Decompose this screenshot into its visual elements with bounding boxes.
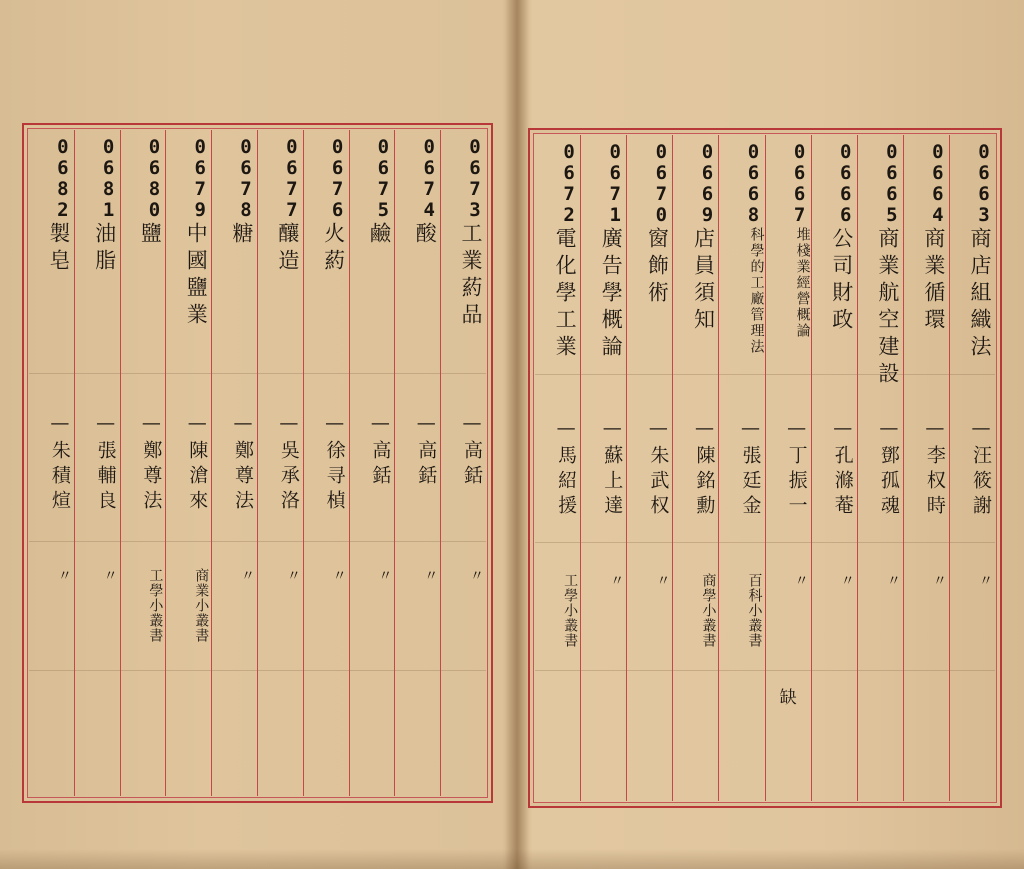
entry-number: 0667 <box>788 141 811 225</box>
catalog-entry <box>303 130 349 796</box>
entry-title: 鹼 <box>367 222 392 249</box>
entry-note: 缺 <box>779 688 797 708</box>
entry-author: —丁振一 <box>785 417 808 520</box>
entry-author: —鄭尊法 <box>140 412 163 515</box>
entry-title: 電化學工業 <box>553 227 578 362</box>
entry-author: —高銛 <box>415 412 438 490</box>
entry-author: —汪筱謝 <box>970 417 992 520</box>
entry-series: 〃 <box>239 568 256 583</box>
entry-author: —孔滌菴 <box>831 417 854 520</box>
entry-series: 〃 <box>884 573 901 588</box>
entry-author: —朱武权 <box>647 417 670 520</box>
entry-title: 油脂 <box>92 222 117 276</box>
entry-author: —陳銘勳 <box>693 417 716 520</box>
entry-title: 釀造 <box>275 222 300 276</box>
entry-title: 火葯 <box>321 222 346 276</box>
entry-title: 科學的工廠管理法 <box>748 227 765 355</box>
entry-series: 〃 <box>422 568 439 583</box>
entry-series: 〃 <box>376 568 393 583</box>
entry-series: 〃 <box>654 573 671 588</box>
entry-number: 0668 <box>742 141 765 225</box>
entry-title: 堆棧業經營概論 <box>794 227 811 339</box>
entry-series: 〃 <box>284 568 301 583</box>
entry-number: 0670 <box>650 141 673 225</box>
entry-title: 中國鹽業 <box>184 222 209 330</box>
entry-title: 糖 <box>230 222 255 249</box>
catalog-entry <box>949 135 995 801</box>
gutter-shadow <box>505 0 529 869</box>
entry-series: 〃 <box>838 573 855 588</box>
left-page-columns <box>29 130 486 796</box>
entry-title: 鹽 <box>138 222 163 249</box>
entry-author: —陳滄來 <box>186 412 209 515</box>
catalog-entry <box>672 135 718 801</box>
entry-title: 店員須知 <box>691 227 716 335</box>
entry-series: 〃 <box>930 573 947 588</box>
entry-author: —張廷金 <box>739 417 762 520</box>
left-page-frame <box>22 123 493 803</box>
entry-title: 酸 <box>413 222 438 249</box>
entry-number: 0676 <box>326 136 349 220</box>
entry-title: 公司財政 <box>829 227 854 335</box>
entry-series: 〃 <box>977 573 993 588</box>
catalog-entry <box>29 130 74 796</box>
entry-author: —李权時 <box>923 417 946 520</box>
entry-series: 〃 <box>792 573 809 588</box>
catalog-entry <box>765 135 811 801</box>
catalog-entry <box>349 130 395 796</box>
entry-author: —蘇上達 <box>601 417 624 520</box>
entry-number: 0674 <box>418 136 441 220</box>
entry-number: 0669 <box>696 141 719 225</box>
entry-author: —鄧孤魂 <box>877 417 900 520</box>
entry-author: —徐寻楨 <box>323 412 346 515</box>
entry-number: 0666 <box>834 141 857 225</box>
entry-number: 0673 <box>464 136 486 220</box>
entry-author: —高銛 <box>369 412 392 490</box>
catalog-entry <box>811 135 857 801</box>
entry-series: 商學小叢書 <box>700 573 717 648</box>
entry-series: 工學小叢書 <box>562 573 579 648</box>
entry-author: —吳承洛 <box>277 412 300 515</box>
catalog-entry <box>580 135 626 801</box>
catalog-entry <box>535 135 580 801</box>
catalog-entry <box>74 130 120 796</box>
entry-series: 〃 <box>101 568 118 583</box>
entry-number: 0679 <box>189 136 212 220</box>
catalog-entry <box>120 130 166 796</box>
catalog-entry <box>903 135 949 801</box>
entry-title: 商店組織法 <box>968 227 992 362</box>
entry-title: 商業航空建設 <box>875 227 900 389</box>
catalog-entry <box>211 130 257 796</box>
catalog-entry <box>165 130 211 796</box>
entry-number: 0672 <box>558 141 581 225</box>
entry-title: 工業葯品 <box>459 222 483 330</box>
entry-series: 〃 <box>55 568 72 583</box>
entry-author: —高銛 <box>461 412 483 490</box>
catalog-entry <box>718 135 764 801</box>
entry-number: 0681 <box>97 136 120 220</box>
catalog-entry <box>626 135 672 801</box>
entry-number: 0680 <box>143 136 166 220</box>
entry-number: 0664 <box>926 141 949 225</box>
entry-number: 0675 <box>372 136 395 220</box>
entry-number: 0665 <box>880 141 903 225</box>
entry-number: 0682 <box>51 136 74 220</box>
entry-series: 百科小叢書 <box>746 573 763 648</box>
right-page-frame <box>528 128 1002 808</box>
entry-title: 窗飾術 <box>645 227 670 308</box>
entry-series: 〃 <box>468 568 484 583</box>
right-page-columns <box>535 135 995 801</box>
entry-title: 製皂 <box>46 222 71 276</box>
entry-title: 商業循環 <box>921 227 946 335</box>
entry-number: 0677 <box>280 136 303 220</box>
entry-title: 廣告學概論 <box>599 227 624 362</box>
catalog-entry <box>257 130 303 796</box>
catalog-entry <box>394 130 440 796</box>
entry-series: 商業小叢書 <box>193 568 210 643</box>
catalog-entry <box>857 135 903 801</box>
entry-author: —張輔良 <box>94 412 117 515</box>
entry-author: —馬紹援 <box>555 417 578 520</box>
catalog-entry <box>440 130 486 796</box>
entry-author: —朱積煊 <box>48 412 71 515</box>
entry-series: 工學小叢書 <box>147 568 164 643</box>
entry-number: 0671 <box>604 141 627 225</box>
entry-series: 〃 <box>608 573 625 588</box>
page-bottom-edge <box>0 849 1024 869</box>
entry-series: 〃 <box>330 568 347 583</box>
entry-number: 0663 <box>973 141 995 225</box>
entry-author: —鄭尊法 <box>232 412 255 515</box>
entry-number: 0678 <box>235 136 258 220</box>
